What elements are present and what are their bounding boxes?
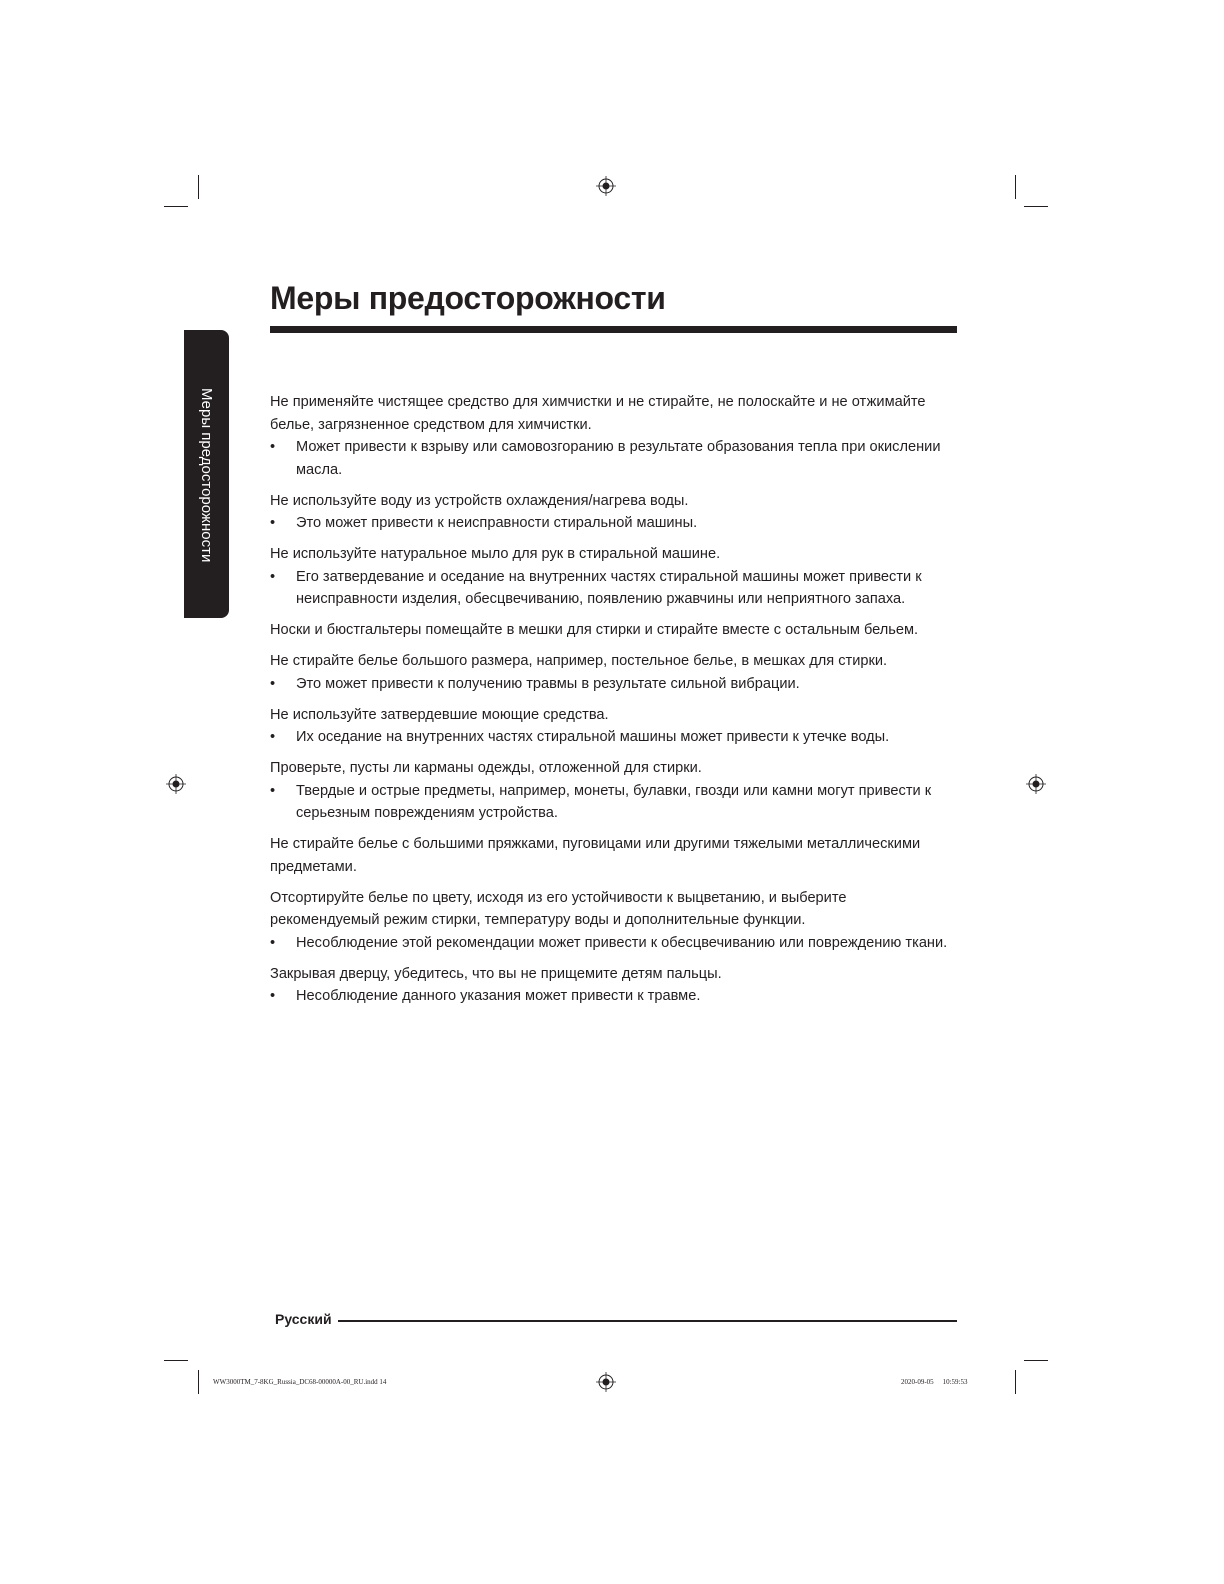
bullet-text: Их оседание на внутренних частях стиральной машины может привести к утечке воды. bbox=[296, 729, 890, 745]
registration-mark-icon bbox=[596, 176, 616, 196]
precautions-list bbox=[270, 391, 960, 1016]
crop-mark bbox=[1024, 1360, 1048, 1361]
crop-mark bbox=[198, 1370, 199, 1394]
precaution-bullet bbox=[270, 673, 960, 696]
bullet-text: Твердые и острые предметы, например, монеты, булавки, гвозди или камни могут привести к серьезным повреждениям устройства. bbox=[296, 782, 932, 821]
precaution-bullet bbox=[270, 932, 960, 955]
bullet-icon: • bbox=[270, 934, 276, 951]
page-title: Меры предосторожности bbox=[270, 280, 666, 316]
precaution-bullet bbox=[270, 985, 960, 1008]
crop-mark bbox=[164, 206, 188, 207]
registration-mark-icon bbox=[1026, 774, 1046, 794]
precaution-item bbox=[270, 704, 960, 749]
title-rule bbox=[270, 326, 957, 333]
precaution-text: Не применяйте чистящее средство для химчистки и не стирайте, не полоскайте и не отжимайте белье, загрязненное средством для химчистки. bbox=[270, 394, 926, 433]
crop-mark bbox=[1015, 1370, 1016, 1394]
precaution-bullet bbox=[270, 726, 960, 749]
precaution-bullet bbox=[270, 780, 960, 825]
footer-rule bbox=[338, 1320, 957, 1322]
crop-mark bbox=[1015, 175, 1016, 199]
bullet-text: Несоблюдение этой рекомендации может привести к обесцвечиванию или повреждению ткани. bbox=[296, 934, 948, 951]
bullet-text: Может привести к взрыву или самовозгоранию в результате образования тепла при окислении масла. bbox=[296, 439, 941, 478]
precaution-text: Закрывая дверцу, убедитесь, что вы не прищемите детям пальцы. bbox=[270, 965, 722, 982]
bullet-text: Это может привести к получению травмы в результате сильной вибрации. bbox=[296, 675, 800, 692]
slug-right: 2020-09-05   10:59:53 bbox=[901, 1378, 968, 1386]
precaution-bullet bbox=[270, 436, 960, 481]
side-tab-label: Меры предосторожности bbox=[198, 388, 215, 563]
precaution-item bbox=[270, 833, 960, 878]
bullet-text: Это может привести к неисправности стиральной машины. bbox=[296, 515, 698, 531]
precaution-text: Не стирайте белье большого размера, например, постельное белье, в мешках для стирки. bbox=[270, 653, 888, 669]
precaution-item bbox=[270, 963, 960, 1008]
precaution-item bbox=[270, 650, 960, 695]
precaution-text: Носки и бюстгальтеры помещайте в мешки для стирки и стирайте вместе с остальным бельем. bbox=[270, 622, 919, 638]
bullet-icon: • bbox=[270, 675, 276, 692]
precaution-item bbox=[270, 619, 960, 642]
bullet-text: Несоблюдение данного указания может привести к травме. bbox=[296, 988, 701, 1004]
precaution-text: Отсортируйте белье по цвету, исходя из его устойчивости к выцветанию, и выберите рекомендуемый режим стирки, температуру воды и дополнительные функции. bbox=[270, 889, 847, 928]
precaution-text: Не стирайте белье с большими пряжками, пуговицами или другими тяжелыми металлическими предметами. bbox=[270, 836, 921, 875]
bullet-icon: • bbox=[270, 515, 276, 531]
bullet-icon: • bbox=[270, 729, 276, 745]
bullet-icon: • bbox=[270, 782, 276, 799]
registration-mark-icon bbox=[596, 1372, 616, 1392]
precaution-item bbox=[270, 887, 960, 955]
crop-mark bbox=[198, 175, 199, 199]
precaution-text: Не используйте натуральное мыло для рук в стиральной машине. bbox=[270, 546, 721, 562]
precaution-bullet bbox=[270, 566, 960, 611]
footer-language: Русский bbox=[275, 1311, 332, 1327]
precaution-text: Проверьте, пусты ли карманы одежды, отложенной для стирки. bbox=[270, 760, 702, 776]
precaution-text: Не используйте воду из устройств охлаждения/нагрева воды. bbox=[270, 492, 689, 509]
precaution-item bbox=[270, 490, 960, 535]
bullet-icon: • bbox=[270, 568, 276, 585]
bullet-icon: • bbox=[270, 439, 276, 455]
slug-left: WW3000TM_7-8KG_Russia_DC68-00000A-00_RU.indd 14 bbox=[213, 1378, 387, 1386]
section-side-tab bbox=[184, 330, 229, 618]
crop-mark bbox=[1024, 206, 1048, 207]
crop-mark bbox=[164, 1360, 188, 1361]
precaution-bullet bbox=[270, 512, 960, 535]
precaution-item bbox=[270, 757, 960, 825]
precaution-item bbox=[270, 391, 960, 481]
precaution-item bbox=[270, 543, 960, 611]
bullet-icon: • bbox=[270, 988, 276, 1004]
bullet-text: Его затвердевание и оседание на внутренних частях стиральной машины может привести к неисправности изделия, обесцвечиванию, появлению ржавчины или неприятного запаха. bbox=[296, 568, 922, 607]
registration-mark-icon bbox=[166, 774, 186, 794]
precaution-text: Не используйте затвердевшие моющие средства. bbox=[270, 706, 609, 723]
